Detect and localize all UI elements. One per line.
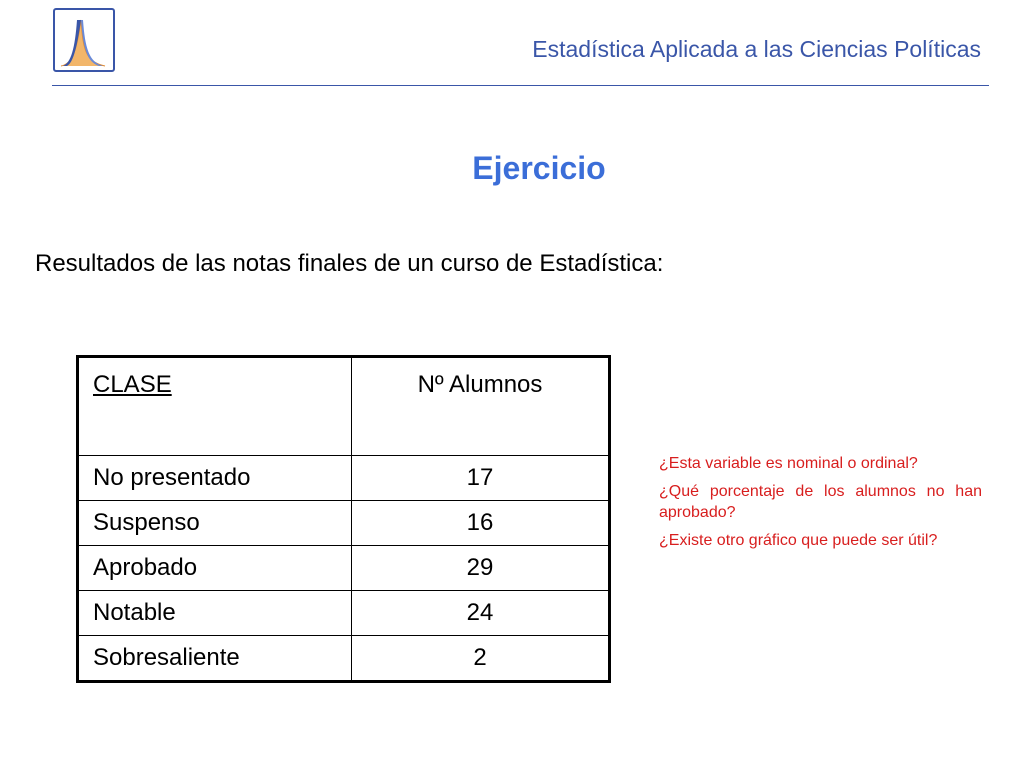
question-nominal-ordinal: ¿Esta variable es nominal o ordinal?: [659, 455, 918, 472]
count-cell: 29: [352, 546, 610, 591]
table-row: [78, 456, 610, 501]
table-header-row: [78, 357, 610, 456]
questions-box: [659, 453, 982, 558]
header-title: Estadística Aplicada a las Ciencias Políticas: [532, 36, 981, 62]
grades-table: [76, 355, 611, 683]
class-cell: Suspenso: [78, 501, 352, 546]
class-cell: Aprobado: [78, 546, 352, 591]
header-divider: [52, 85, 989, 86]
question-other-chart: ¿Existe otro gráfico que puede ser útil?: [659, 532, 938, 549]
table-row: [78, 546, 610, 591]
count-cell: 16: [352, 501, 610, 546]
question-percentage: ¿Qué porcentaje de los alumnos no han aprobado?: [659, 483, 982, 521]
class-cell: No presentado: [78, 456, 352, 501]
count-cell: 2: [352, 636, 610, 682]
class-cell: Sobresaliente: [78, 636, 352, 682]
table-row: [78, 501, 610, 546]
bell-curve-logo-icon: [53, 8, 115, 72]
table-row: [78, 636, 610, 682]
slide-subtitle: Resultados de las notas finales de un curso de Estadística:: [35, 250, 664, 277]
class-cell: Notable: [78, 591, 352, 636]
column-header-alumnos: Nº Alumnos: [352, 357, 610, 456]
count-cell: 17: [352, 456, 610, 501]
count-cell: 24: [352, 591, 610, 636]
column-header-clase: CLASE: [78, 357, 352, 456]
table-row: [78, 591, 610, 636]
slide-title: Ejercicio: [472, 150, 606, 186]
